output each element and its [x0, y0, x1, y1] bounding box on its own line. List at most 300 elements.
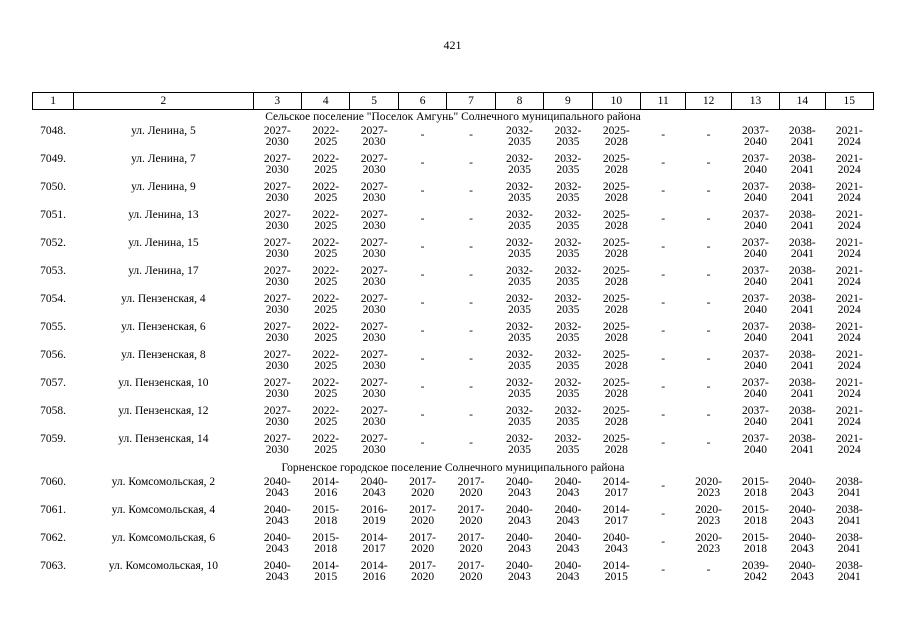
period-cell: [686, 181, 731, 209]
period-end: 2043: [507, 571, 531, 583]
period-end: 2028: [604, 164, 628, 176]
period-start: 2032-: [554, 321, 582, 333]
period-cell: [686, 293, 731, 321]
period-end: 2030: [362, 248, 386, 260]
period-start: 2021-: [835, 209, 863, 221]
empty-dash: -: [420, 157, 425, 169]
period-cell: [301, 321, 349, 349]
period-end: 2041: [837, 543, 861, 555]
period-end: 2023: [697, 515, 721, 527]
period-end: 2020: [411, 487, 435, 499]
table-row: [33, 433, 874, 461]
period-end: 2028: [604, 360, 628, 372]
period-start: 2014-: [312, 560, 340, 572]
period-end: 2018: [314, 515, 338, 527]
period-cell: [731, 321, 779, 349]
period-end: 2025: [314, 276, 338, 288]
period-cell: [301, 433, 349, 461]
period-end: 2017: [604, 515, 628, 527]
period-cell: [592, 237, 640, 265]
period-start: 2038-: [835, 476, 863, 488]
period-end: 2025: [314, 136, 338, 148]
period-cell: [253, 153, 301, 181]
period-cell: [253, 476, 301, 504]
empty-dash: -: [706, 297, 711, 309]
period-cell: [731, 433, 779, 461]
period-cell: [495, 181, 543, 209]
period-end: 2025: [314, 164, 338, 176]
capital-repair-schedule-table: [32, 92, 874, 588]
period-start: 2027-: [360, 377, 388, 389]
period-end: 2043: [556, 543, 580, 555]
empty-dash: -: [469, 325, 473, 337]
period-cell: [686, 153, 731, 181]
period-end: 2035: [507, 360, 531, 372]
period-start: 2027-: [360, 321, 388, 333]
period-start: 2025-: [602, 125, 630, 137]
empty-dash: -: [469, 353, 473, 365]
period-end: 2015: [604, 571, 628, 583]
period-end: 2018: [743, 515, 767, 527]
period-start: 2025-: [602, 433, 630, 445]
period-end: 2041: [790, 332, 814, 344]
period-cell: [731, 181, 779, 209]
column-number-6: 6: [398, 93, 446, 110]
period-cell: [686, 532, 731, 560]
period-start: 2039-: [742, 560, 769, 572]
period-cell: [350, 532, 398, 560]
period-end: 2035: [556, 388, 580, 400]
period-start: 2017-: [457, 532, 485, 544]
period-end: 2035: [507, 416, 531, 428]
period-start: 2027-: [360, 349, 388, 361]
empty-dash: -: [420, 325, 425, 337]
period-cell: [686, 433, 731, 461]
period-cell: [301, 153, 349, 181]
table-row: [33, 476, 874, 504]
period-start: 2025-: [602, 181, 630, 193]
period-start: 2040-: [554, 532, 582, 544]
period-end: 2020: [459, 571, 483, 583]
period-cell: [350, 153, 398, 181]
period-cell: [544, 293, 592, 321]
period-end: 2024: [837, 416, 861, 428]
row-number: 7050.: [40, 181, 67, 193]
period-end: 2024: [837, 248, 861, 260]
period-end: 2020: [411, 543, 435, 555]
row-number: 7063.: [40, 560, 67, 572]
empty-dash: -: [661, 157, 666, 169]
period-start: 2038-: [788, 349, 816, 361]
period-end: 2035: [507, 444, 531, 456]
period-cell: [495, 532, 543, 560]
period-cell: [447, 405, 495, 433]
period-cell: [398, 433, 446, 461]
empty-dash: -: [420, 241, 425, 253]
period-cell: [686, 237, 731, 265]
period-cell: [731, 209, 779, 237]
period-end: 2043: [556, 571, 580, 583]
period-end: 2035: [556, 192, 580, 204]
period-cell: [398, 560, 446, 588]
period-cell: [641, 532, 686, 560]
period-end: 2020: [459, 543, 483, 555]
period-cell: [544, 237, 592, 265]
period-cell: [731, 237, 779, 265]
period-cell: [641, 153, 686, 181]
period-cell: [592, 405, 640, 433]
empty-dash: -: [706, 353, 711, 365]
period-start: 2040-: [788, 504, 816, 516]
empty-dash: -: [661, 269, 666, 281]
period-start: 2027-: [263, 405, 291, 417]
period-start: 2032-: [554, 209, 582, 221]
empty-dash: -: [469, 269, 473, 281]
section-title: Сельское поселение "Поселок Амгунь" Солнечного муниципального района: [265, 111, 641, 123]
period-start: 2032-: [506, 349, 533, 361]
period-cell: [350, 321, 398, 349]
empty-dash: -: [706, 325, 711, 337]
period-start: 2038-: [788, 321, 816, 333]
row-number: 7048.: [40, 125, 67, 137]
period-start: 2021-: [835, 377, 863, 389]
period-start: 2040-: [263, 476, 291, 488]
period-start: 2037-: [742, 433, 769, 445]
period-cell: [253, 349, 301, 377]
period-cell: [731, 293, 779, 321]
empty-dash: -: [420, 409, 425, 421]
period-end: 2024: [837, 332, 861, 344]
period-cell: [350, 405, 398, 433]
period-cell: [447, 153, 495, 181]
period-start: 2017-: [457, 476, 485, 488]
period-start: 2032-: [554, 153, 582, 165]
period-cell: [592, 433, 640, 461]
period-end: 2043: [362, 487, 386, 499]
period-end: 2035: [507, 276, 531, 288]
period-end: 2030: [362, 276, 386, 288]
period-start: 2027-: [360, 153, 388, 165]
period-end: 2041: [790, 220, 814, 232]
building-address: ул. Ленина, 15: [128, 237, 199, 249]
period-start: 2040-: [263, 504, 291, 516]
period-cell: [592, 153, 640, 181]
period-end: 2042: [743, 571, 767, 583]
period-cell: [495, 265, 543, 293]
period-start: 2040-: [602, 532, 630, 544]
period-cell: [592, 560, 640, 588]
period-start: 2038-: [835, 560, 863, 572]
period-start: 2014-: [312, 476, 340, 488]
period-cell: [641, 321, 686, 349]
period-end: 2035: [556, 136, 580, 148]
period-cell: [592, 181, 640, 209]
empty-dash: -: [661, 536, 666, 548]
period-cell: [641, 560, 686, 588]
row-number: 7055.: [40, 321, 67, 333]
period-end: 2030: [265, 332, 289, 344]
period-start: 2025-: [602, 405, 630, 417]
period-start: 2021-: [835, 181, 863, 193]
empty-dash: -: [661, 297, 666, 309]
period-start: 2037-: [742, 265, 769, 277]
period-end: 2024: [837, 360, 861, 372]
row-number: 7054.: [40, 293, 67, 305]
period-cell: [495, 125, 543, 153]
period-start: 2038-: [788, 125, 816, 137]
period-end: 2040: [743, 360, 767, 372]
period-cell: [780, 532, 825, 560]
period-start: 2022-: [312, 405, 340, 417]
period-cell: [780, 377, 825, 405]
period-cell: [447, 265, 495, 293]
period-end: 2025: [314, 304, 338, 316]
period-end: 2024: [837, 164, 861, 176]
period-start: 2037-: [742, 237, 769, 249]
period-end: 2025: [314, 388, 338, 400]
period-cell: [447, 504, 495, 532]
period-start: 2014-: [602, 504, 630, 516]
period-end: 2030: [265, 304, 289, 316]
period-cell: [350, 181, 398, 209]
period-cell: [544, 209, 592, 237]
period-cell: [686, 560, 731, 588]
period-start: 2015-: [742, 504, 769, 516]
period-cell: [544, 560, 592, 588]
empty-dash: -: [706, 129, 711, 141]
period-end: 2028: [604, 248, 628, 260]
period-start: 2015-: [312, 532, 340, 544]
period-end: 2016: [314, 487, 338, 499]
period-start: 2038-: [788, 405, 816, 417]
building-address: ул. Ленина, 13: [128, 209, 199, 221]
period-cell: [544, 377, 592, 405]
period-cell: [592, 265, 640, 293]
period-cell: [780, 181, 825, 209]
table-row: [33, 504, 874, 532]
period-cell: [301, 377, 349, 405]
empty-dash: -: [661, 564, 666, 576]
section-header-row: [33, 110, 874, 126]
period-cell: [350, 265, 398, 293]
building-address: ул. Пензенская, 4: [121, 293, 206, 305]
period-end: 2028: [604, 220, 628, 232]
period-cell: [686, 405, 731, 433]
period-cell: [592, 321, 640, 349]
period-cell: [350, 237, 398, 265]
period-cell: [780, 265, 825, 293]
period-start: 2027-: [360, 433, 388, 445]
building-address: ул. Комсомольская, 10: [108, 560, 219, 572]
period-end: 2035: [556, 304, 580, 316]
period-start: 2021-: [835, 153, 863, 165]
period-end: 2028: [604, 444, 628, 456]
period-start: 2025-: [602, 237, 630, 249]
period-end: 2035: [556, 360, 580, 372]
period-start: 2022-: [312, 209, 340, 221]
period-end: 2041: [837, 571, 861, 583]
period-start: 2032-: [554, 433, 582, 445]
period-start: 2037-: [742, 153, 769, 165]
period-cell: [398, 293, 446, 321]
period-end: 2024: [837, 220, 861, 232]
period-cell: [780, 405, 825, 433]
period-cell: [825, 153, 873, 181]
period-cell: [398, 125, 446, 153]
period-start: 2027-: [263, 181, 291, 193]
period-cell: [592, 125, 640, 153]
period-cell: [544, 349, 592, 377]
empty-dash: -: [706, 241, 711, 253]
period-cell: [544, 405, 592, 433]
period-start: 2040-: [506, 560, 533, 572]
column-number-1: 1: [33, 93, 74, 110]
period-start: 2027-: [360, 181, 388, 193]
period-end: 2030: [362, 220, 386, 232]
empty-dash: -: [661, 185, 666, 197]
period-cell: [780, 349, 825, 377]
period-start: 2027-: [263, 125, 291, 137]
period-start: 2017-: [457, 560, 485, 572]
empty-dash: -: [706, 269, 711, 281]
period-start: 2017-: [409, 560, 436, 572]
period-start: 2040-: [554, 504, 582, 516]
period-cell: [398, 532, 446, 560]
period-start: 2032-: [506, 125, 533, 137]
building-address: ул. Комсомольская, 6: [111, 532, 216, 544]
period-start: 2032-: [506, 293, 533, 305]
period-cell: [253, 532, 301, 560]
period-end: 2043: [265, 571, 289, 583]
period-start: 2025-: [602, 349, 630, 361]
empty-dash: -: [706, 564, 711, 576]
period-cell: [544, 476, 592, 504]
period-end: 2023: [697, 487, 721, 499]
period-start: 2038-: [835, 532, 863, 544]
period-cell: [592, 377, 640, 405]
period-start: 2022-: [312, 181, 340, 193]
period-cell: [447, 209, 495, 237]
table-row: [33, 405, 874, 433]
period-end: 2043: [556, 515, 580, 527]
period-end: 2043: [790, 487, 814, 499]
period-end: 2025: [314, 220, 338, 232]
period-end: 2041: [790, 136, 814, 148]
period-start: 2021-: [835, 349, 863, 361]
column-number-9: 9: [544, 93, 592, 110]
empty-dash: -: [661, 213, 666, 225]
period-start: 2027-: [263, 265, 291, 277]
period-end: 2030: [265, 136, 289, 148]
building-address: ул. Пензенская, 8: [121, 349, 206, 361]
period-end: 2020: [459, 515, 483, 527]
period-cell: [825, 433, 873, 461]
period-end: 2043: [790, 515, 814, 527]
period-start: 2040-: [506, 504, 533, 516]
period-start: 2040-: [360, 476, 388, 488]
period-start: 2022-: [312, 125, 340, 137]
period-start: 2022-: [312, 265, 340, 277]
period-start: 2032-: [554, 293, 582, 305]
period-start: 2037-: [742, 377, 769, 389]
period-start: 2040-: [788, 476, 816, 488]
period-start: 2040-: [788, 532, 816, 544]
period-start: 2032-: [554, 181, 582, 193]
period-start: 2032-: [506, 153, 533, 165]
period-cell: [731, 405, 779, 433]
period-cell: [641, 237, 686, 265]
row-number: 7060.: [40, 476, 67, 488]
period-end: 2043: [556, 487, 580, 499]
period-cell: [253, 405, 301, 433]
period-cell: [253, 504, 301, 532]
period-end: 2043: [507, 515, 531, 527]
period-cell: [301, 405, 349, 433]
period-start: 2027-: [360, 125, 388, 137]
period-start: 2037-: [742, 349, 769, 361]
period-cell: [301, 237, 349, 265]
period-start: 2038-: [788, 293, 816, 305]
period-cell: [780, 153, 825, 181]
period-start: 2025-: [602, 321, 630, 333]
period-cell: [398, 209, 446, 237]
period-end: 2030: [362, 192, 386, 204]
period-cell: [825, 405, 873, 433]
period-cell: [686, 504, 731, 532]
column-number-5: 5: [350, 93, 398, 110]
period-start: 2040-: [506, 532, 533, 544]
table-row: [33, 321, 874, 349]
period-end: 2024: [837, 136, 861, 148]
empty-dash: -: [420, 437, 425, 449]
period-cell: [398, 237, 446, 265]
period-start: 2032-: [554, 377, 582, 389]
period-end: 2043: [265, 543, 289, 555]
row-number: 7058.: [40, 405, 67, 417]
column-number-15: 15: [825, 93, 873, 110]
period-start: 2038-: [788, 181, 816, 193]
period-cell: [495, 153, 543, 181]
period-cell: [495, 209, 543, 237]
period-cell: [592, 532, 640, 560]
table-row: [33, 153, 874, 181]
period-cell: [398, 181, 446, 209]
period-cell: [544, 125, 592, 153]
period-cell: [544, 265, 592, 293]
period-start: 2038-: [788, 433, 816, 445]
period-end: 2030: [362, 164, 386, 176]
period-start: 2038-: [788, 265, 816, 277]
period-start: 2015-: [742, 476, 769, 488]
period-end: 2040: [743, 220, 767, 232]
period-cell: [447, 349, 495, 377]
period-end: 2041: [790, 388, 814, 400]
table-row: [33, 125, 874, 153]
empty-dash: -: [661, 353, 666, 365]
period-end: 2030: [265, 444, 289, 456]
column-number-14: 14: [780, 93, 825, 110]
empty-dash: -: [706, 381, 711, 393]
building-address: ул. Ленина, 17: [128, 265, 199, 277]
period-start: 2021-: [835, 265, 863, 277]
period-cell: [780, 433, 825, 461]
building-address: ул. Пензенская, 6: [121, 321, 206, 333]
period-start: 2037-: [742, 181, 769, 193]
period-start: 2032-: [506, 265, 533, 277]
period-cell: [495, 237, 543, 265]
empty-dash: -: [469, 157, 473, 169]
period-end: 2020: [411, 571, 435, 583]
